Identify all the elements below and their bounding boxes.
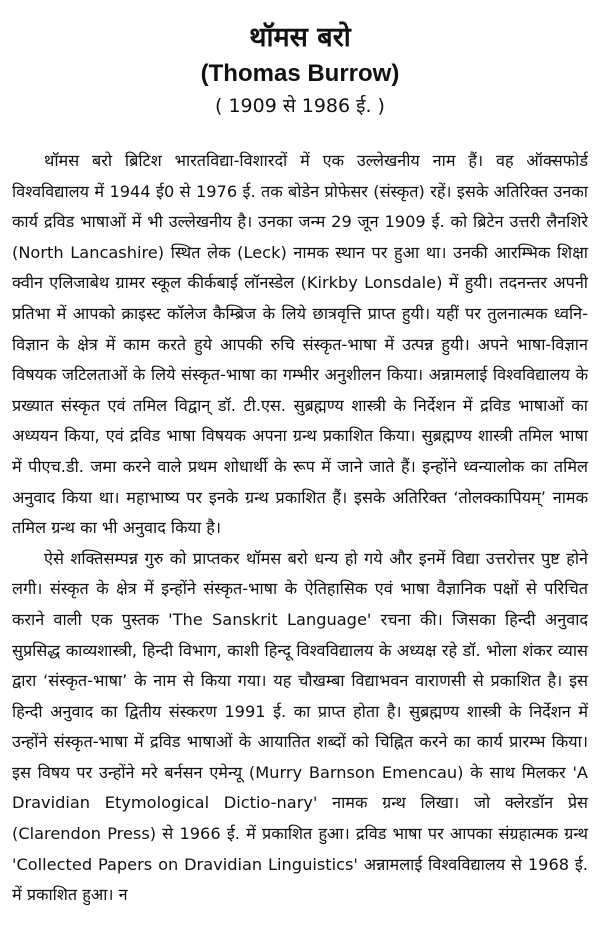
paragraph-1: थॉमस बरो ब्रिटिश भारतविद्या-विशारदों में एक उल्लेखनीय नाम हैं। वह ऑक्सफोर्ड विश्वविद्यालय में 1944 ई0 से 1976 ई. तक बोडेन प्रोफेसर (संस्कृत) रहें। इसके अतिरिक्त उनका कार्य द्रविड भाषाओं में भी उल्लेखनीय है। उनका जन्म 29 जून 1909 ई. को ब्रिटेन उत्तरी लैनशिरे (North Lancashire) स्थित लेक (Leck) नामक स्थान पर हुआ था। उनकी आरम्भिक शिक्षा क्वीन एलिजाबेथ ग्रामर स्कूल कीर्कबाई लॉनस्डेल (Kirkby Lonsdale) में हुयी। तदनन्तर अपनी प्रतिभा में आपको क्राइस्ट कॉलेज कैम्ब्रिज के लिये छात्रवृत्ति प्राप्त हुयी। यहीं पर तुलनात्मक ध्वनि-विज्ञान के क्षेत्र में काम करते हुये आपकी रुचि संस्कृत-भाषा में उत्पन्न हुयी। अपने भाषा-विज्ञान विषयक जटिलताओं के लिये संस्कृत-भाषा का गम्भीर अनुशीलन किया। अन्नामलाई विश्वविद्यालय के प्रख्यात संस्कृत एवं तमिल विद्वान् डॉ. टी.एस. सुब्रह्मण्य शास्त्री के निर्देशन में द्रविड भाषाओं का अध्ययन किया, एवं द्रविड भाषा विषयक अपना ग्रन्थ प्रकाशित किया। सुब्रह्मण्य शास्त्री तमिल भाषा में पीएच.डी. जमा करने वाले प्रथम शोधार्थी के रूप में जाने जाते हैं। इन्होंने ध्वन्यालोक का तमिल अनुवाद किया था। महाभाष्य पर इनके ग्रन्थ प्रकाशित हैं। इसके अतिरिक्त ‘तोलक्कापियम्’ नामक तमिल ग्रन्थ का भी अनुवाद किया है।: [12, 151, 588, 538]
life-dates: ( 1909 से 1986 ई. ): [215, 95, 385, 117]
page-title-hindi: थॉमस बरो: [249, 22, 351, 53]
body-text: [12, 146, 588, 911]
page-title-english: (Thomas Burrow): [200, 60, 400, 87]
paragraph-2: ऐसे शक्तिसम्पन्न गुरु को प्राप्तकर थॉमस बरो धन्य हो गये और इनमें विद्या उत्तरोत्तर पुष्ट होने लगी। संस्कृत के क्षेत्र में इन्होंने संस्कृत-भाषा के ऐतिहासिक एवं भाषा वैज्ञानिक पक्षों से परिचित कराने वाली एक पुस्तक 'The Sanskrit Language' रचना की। जिसका हिन्दी अनुवाद सुप्रसिद्ध काव्यशास्त्री, हिन्दी विभाग, काशी हिन्दू विश्वविद्यालय के अध्यक्ष रहे डॉ. भोला शंकर व्यास द्वारा ‘संस्कृत-भाषा’ के नाम से किया गया। यह चौखम्बा विद्याभवन वाराणसी से प्रकाशित है। इस हिन्दी अनुवाद का द्वितीय संस्करण 1991 ई. का प्राप्त होता है। सुब्रह्मण्य शास्त्री के निर्देशन में उन्होंने संस्कृत-भाषा में द्रविड भाषाओं के आयातित शब्दों को चिह्नित करने का कार्य प्रारम्भ किया। इस विषय पर उन्होंने मरे बर्नसन एमेन्यू (Murry Barnson Emencau) के साथ मिलकर 'A Dravidian Etymological Dictio-nary' नामक ग्रन्थ लिखा। जो क्लेरडॉन प्रेस (Clarendon Press) से 1966 ई. में प्रकाशित हुआ। द्रविड भाषा पर आपका संग्रहात्मक ग्रन्थ 'Collected Papers on Dravidian Linguistics' अन्नामलाई विश्वविद्यालय से 1968 ई. में प्रकाशित हुआ। न: [12, 548, 588, 905]
